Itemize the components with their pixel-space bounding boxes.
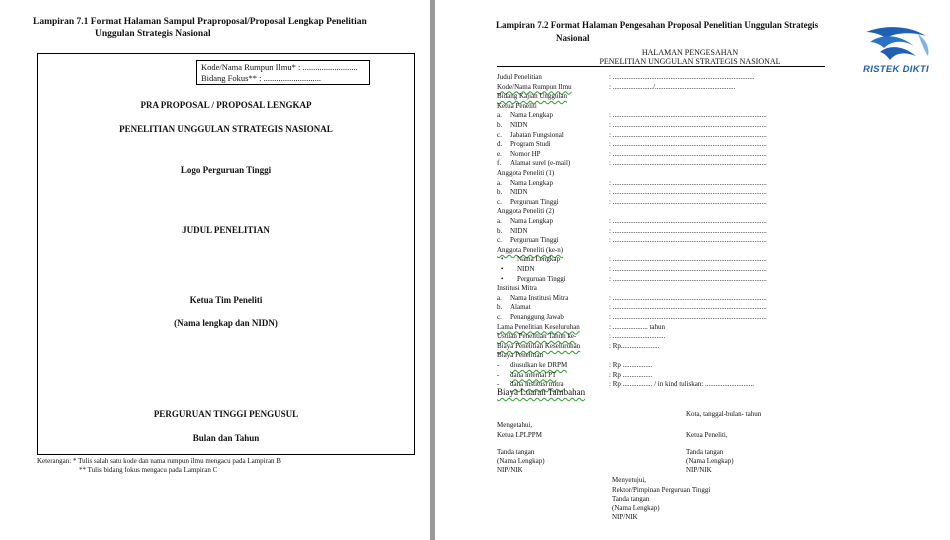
pengesahan-heading1: HALAMAN PENGESAHAN xyxy=(641,48,739,57)
ristek-dikti-emblem-icon xyxy=(856,22,936,66)
row-number: b. xyxy=(497,226,503,235)
row-number: b. xyxy=(497,303,503,312)
row-value[interactable]: : ................................................................................. xyxy=(609,73,755,81)
row-value[interactable]: : ........................................................................................ xyxy=(609,217,767,225)
row-number: a. xyxy=(497,217,502,225)
row-value[interactable]: : ........................................................................................ xyxy=(609,274,767,283)
row-label: Ketua Peneliti xyxy=(497,101,537,110)
biaya-luaran-text: Biaya Luaran Tambahan xyxy=(497,387,586,397)
nip-lppm: NIP/NIK xyxy=(497,466,523,474)
row-number: a. xyxy=(497,293,502,302)
note-line1: Keterangan: * Tulis salah satu kode dan nama rumpun ilmu mengacu pada Lampiran B xyxy=(37,457,281,465)
row-value[interactable]: : ........................................................................................ xyxy=(609,188,767,197)
row-label: Perguruan Tinggi xyxy=(510,236,559,245)
row-number: b. xyxy=(497,121,503,129)
ristek-dikti-logo xyxy=(856,22,936,80)
left-title-line1: Lampiran 7.1 Format Halaman Sampul Praproposal/Proposal Lengkap Penelitian xyxy=(33,17,367,27)
row-label: Biaya Penelitian xyxy=(497,351,544,360)
row-value[interactable]: : ........................................................................................ xyxy=(609,293,767,302)
row-label: Nama Lengkap xyxy=(510,111,553,120)
row-number: - xyxy=(497,370,500,379)
right-title-line1: Lampiran 7.2 Format Halaman Pengesahan Proposal Penelitian Unggulan Strategis xyxy=(496,20,819,30)
heading-rule xyxy=(497,66,825,67)
row-number: f. xyxy=(497,159,502,168)
row-label: diusulkan ke DRPM xyxy=(510,361,568,369)
bullet-icon: • xyxy=(501,274,504,283)
row-value[interactable]: : ........................................................................................ xyxy=(609,130,767,139)
row-value[interactable]: : ........................................................................................ xyxy=(609,159,767,168)
row-value[interactable]: : ........................................................................................ xyxy=(609,178,767,187)
row-label: Jabatan Fungsional xyxy=(510,130,564,139)
row-label: Nama Lengkap xyxy=(510,178,553,187)
row-label: Perguruan Tinggi xyxy=(517,274,566,283)
row-value[interactable]: : ........................................................................................ xyxy=(609,121,767,129)
row-label: Program Studi xyxy=(510,140,551,149)
row-label: Nama Lengkap xyxy=(510,217,553,225)
row-number: a. xyxy=(497,178,502,187)
row-label: dana institusi mitra xyxy=(510,380,564,389)
row-value[interactable]: : ........................................................................................ xyxy=(609,149,767,158)
nip-ketua: NIP/NIK xyxy=(686,466,712,474)
row-value[interactable]: : Rp ................. / in kind tuliskan: ............................ xyxy=(609,380,755,389)
row-number: c. xyxy=(497,313,502,321)
row-value[interactable]: : Rp ................. xyxy=(609,361,653,369)
row-label: Institusi Mitra xyxy=(497,284,537,293)
row-value[interactable]: : ........................................................................................ xyxy=(609,303,767,312)
right-title-line2: Nasional xyxy=(556,33,590,43)
nama-rektor: (Nama Lengkap) xyxy=(612,504,660,512)
row-label: Alamat surel (e-mail) xyxy=(510,159,571,168)
kota-date: Kota, tanggal-bulan- tahun xyxy=(686,410,762,418)
row-label: Perguruan Tinggi xyxy=(510,197,559,206)
bullet-icon: • xyxy=(501,255,504,264)
row-value[interactable]: : ........................................................................................ xyxy=(609,197,767,206)
row-value[interactable]: : .................... tahun xyxy=(609,322,665,331)
row-label: Lama Penelitian Keseluruhan xyxy=(497,322,580,331)
row-label: Bidang Kajian Unggulan xyxy=(497,92,567,101)
pengesahan-heading2: PENELITIAN UNGGULAN STRATEGIS NASIONAL xyxy=(599,57,781,66)
cover-nama: (Nama lengkap dan NIDN) xyxy=(174,318,278,328)
cover-judul: JUDUL PENELITIAN xyxy=(182,225,270,235)
nip-rektor: NIP/NIK xyxy=(612,513,638,521)
row-label: NIDN xyxy=(510,121,528,129)
biaya-luaran xyxy=(497,387,585,397)
cover-bulan: Bulan dan Tahun xyxy=(192,433,260,443)
row-label: Nama Institusi Mitra xyxy=(510,293,569,302)
ketua-peneliti: Ketua Peneliti, xyxy=(686,431,728,439)
row-label: Anggota Peneliti (ke-n) xyxy=(497,245,564,254)
row-value[interactable]: : Rp...................... xyxy=(609,341,660,350)
row-value[interactable]: : ........................................................................................ xyxy=(609,226,767,235)
ttd-ketua: Tanda tangan xyxy=(686,448,724,456)
bullet-icon: • xyxy=(501,265,504,273)
note-line2: ** Tulis bidang fokus mengacu pada Lampiran C xyxy=(79,466,218,474)
kode-line: Kode/Nama Rumpun Ilmu* : .......................... xyxy=(201,62,358,72)
row-value[interactable]: : .............................. xyxy=(609,332,666,341)
row-value[interactable]: : ........................................................................................ xyxy=(609,140,767,149)
row-label: dana internal PT xyxy=(510,370,557,379)
row-number: b. xyxy=(497,188,503,197)
row-label: Usulan Penelitian Tahun ke- xyxy=(497,332,577,341)
cover-heading2: PENELITIAN UNGGULAN STRATEGIS NASIONAL xyxy=(119,124,333,134)
ttd-lppm: Tanda tangan xyxy=(497,448,535,456)
page-divider xyxy=(430,0,435,540)
cover-heading1: PRA PROPOSAL / PROPOSAL LENGKAP xyxy=(140,100,312,110)
row-label: Anggota Peneliti (2) xyxy=(497,207,555,216)
cover-frame xyxy=(37,53,415,455)
row-label: Anggota Peneliti (1) xyxy=(497,169,555,177)
row-value[interactable]: : ......................./.............................................. xyxy=(609,82,736,91)
rektor: Rektor/Pimpinan Perguruan Tinggi xyxy=(612,486,711,494)
ttd-rektor: Tanda tangan xyxy=(612,495,650,503)
row-value[interactable]: : ........................................................................................ xyxy=(609,255,767,264)
row-number: a. xyxy=(497,111,502,120)
kode-box xyxy=(196,60,370,85)
row-label: Kode/Nama Rumpun Ilmu xyxy=(497,82,572,91)
row-label: NIDN xyxy=(517,265,535,273)
row-label: Judul Penelitian xyxy=(497,73,542,81)
ristek-dikti-logo-text: RISTEK DIKTI xyxy=(863,64,929,75)
bidang-fokus-line: Bidang Fokus** : ........................... xyxy=(201,73,321,83)
row-number: - xyxy=(497,361,500,369)
ketua-lppm: Ketua LPLPPM xyxy=(497,431,542,439)
cover-pt: PERGURUAN TINGGI PENGUSUL xyxy=(153,409,299,419)
cover-logo-text: Logo Perguruan Tinggi xyxy=(180,165,272,175)
row-label: Nama Lengkap xyxy=(517,255,560,264)
row-value[interactable]: : ........................................................................................ xyxy=(609,313,767,321)
mengetahui: Mengetahui, xyxy=(497,421,533,429)
row-number: - xyxy=(497,380,500,389)
row-value[interactable]: : ........................................................................................ xyxy=(609,236,767,245)
row-label: Alamat xyxy=(510,303,531,312)
row-value[interactable]: : Rp ................. xyxy=(609,370,653,379)
row-value[interactable]: : ........................................................................................ xyxy=(609,111,767,120)
nama-ketua: (Nama Lengkap) xyxy=(686,457,734,465)
row-number: c. xyxy=(497,197,502,206)
row-number: e. xyxy=(497,149,502,158)
row-label: NIDN xyxy=(510,226,528,235)
row-label: Nomor HP xyxy=(510,149,541,158)
left-title-line2: Unggulan Strategis Nasional xyxy=(95,29,211,39)
row-label: Biaya Penelitian Keseluruhan xyxy=(497,341,581,350)
row-number: d. xyxy=(497,140,503,149)
row-number: c. xyxy=(497,130,502,139)
row-label: NIDN xyxy=(510,188,528,197)
menyetujui: Menyetujui, xyxy=(612,476,647,484)
row-label: Penanggung Jawab xyxy=(510,313,564,321)
row-number: c. xyxy=(497,236,502,245)
cover-ketua: Ketua Tim Peneliti xyxy=(189,295,263,305)
row-value[interactable]: : ........................................................................................ xyxy=(609,265,767,273)
nama-lppm: (Nama Lengkap) xyxy=(497,457,545,465)
